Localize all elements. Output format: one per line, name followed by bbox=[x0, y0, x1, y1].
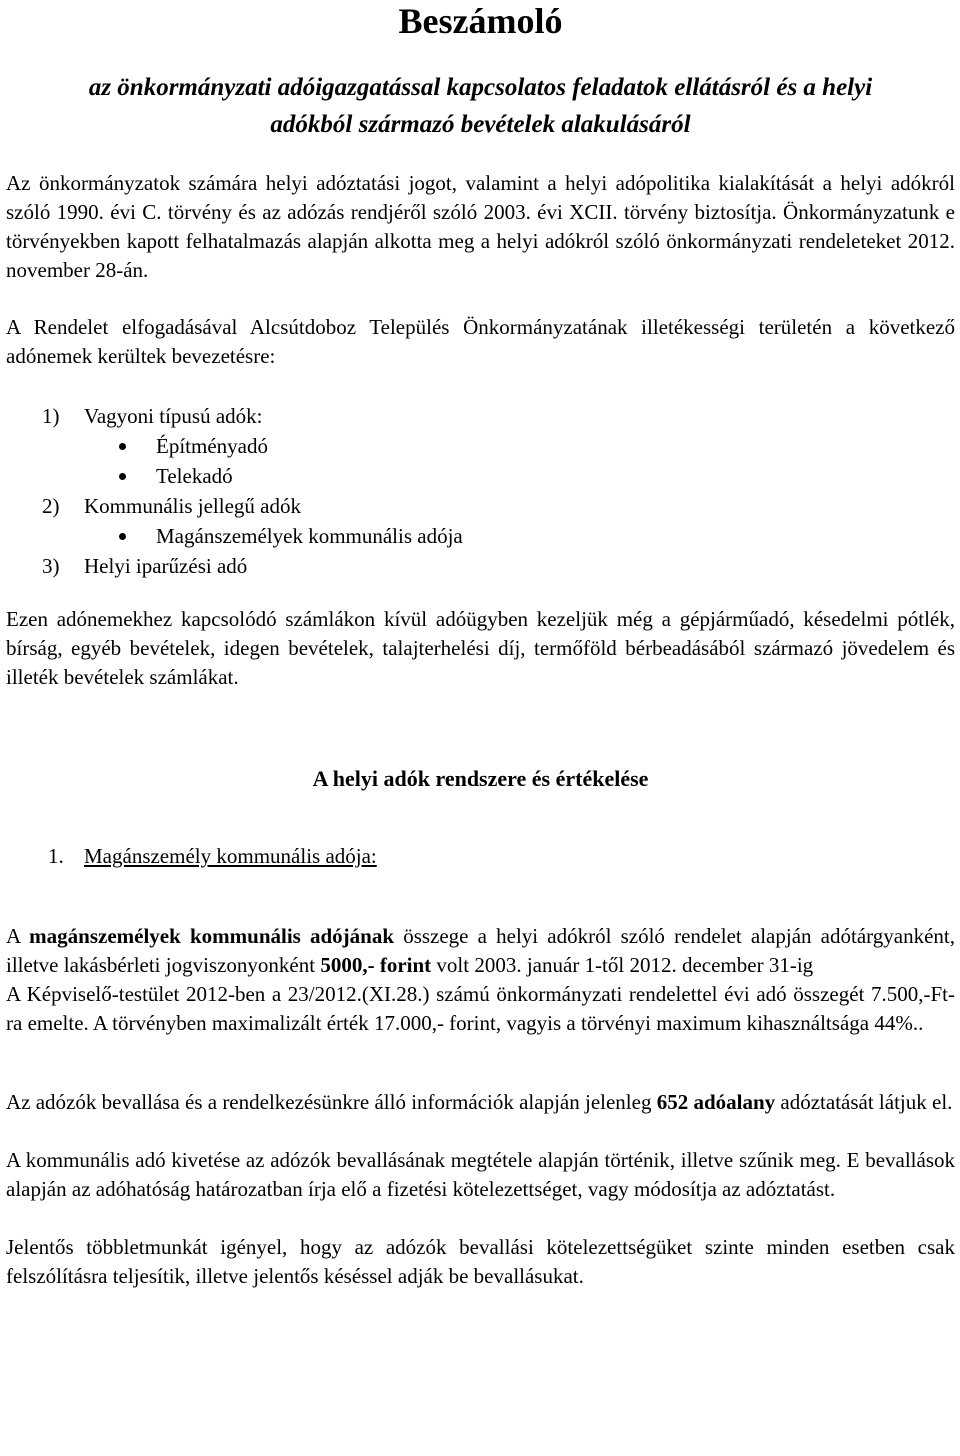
bullet-item bbox=[6, 461, 955, 491]
list-item-label: Helyi iparűzési adó bbox=[84, 554, 248, 578]
taxpayers-paragraph bbox=[6, 1088, 955, 1117]
bold-text: magánszemélyek kommunális adójának bbox=[29, 924, 395, 948]
list-item-label: Kommunális jellegű adók bbox=[84, 494, 301, 518]
other-accounts-paragraph: Ezen adónemekhez kapcsolódó számlákon kívül adóügyben kezeljük még a gépjárműadó, késedelmi pótlék, bírság, egyéb bevételek, idegen bevételek, talajterhelési díj, termőföld bérbeadásából származó jövedelem és illeték bevételek számlákat. bbox=[6, 607, 955, 689]
text-run: volt 2003. január 1-től 2012. december 31-ig bbox=[431, 953, 814, 977]
bold-count: 652 adóalany bbox=[656, 1090, 776, 1114]
sub-heading-number: 1. bbox=[48, 844, 64, 868]
sub-heading-text: Magánszemély kommunális adója: bbox=[84, 844, 377, 868]
list-item-label: Vagyoni típusú adók: bbox=[84, 404, 263, 428]
text-run: összege a helyi adókról szóló rendelet alapján adótárgyanként, illetve lakásbérleti jogviszonyonként bbox=[6, 924, 955, 977]
document-subtitle bbox=[6, 69, 955, 143]
assessment-paragraph: A kommunális adó kivetése az adózók bevallásának megtétele alapján történik, illetve szűnik meg. E bevallások alapján az adóhatóság határozatban írja elő a fizetési kötelezettséget, vagy módosítja az adóztatást. bbox=[6, 1148, 955, 1201]
list-item-number: 3) bbox=[42, 554, 60, 578]
text-run: A bbox=[6, 924, 30, 948]
sub-heading bbox=[6, 842, 955, 871]
text-run: Az adózók bevallása és a rendelkezésünkre álló információk alapján jelenleg bbox=[6, 1090, 657, 1114]
text-run: adóztatását látjuk el. bbox=[775, 1090, 953, 1114]
subtitle-line-1: az önkormányzati adóigazgatással kapcsolatos feladatok ellátásról és a helyi bbox=[88, 74, 873, 101]
bullet-icon bbox=[119, 473, 126, 480]
subtitle-line-2: adókból származó bevételek alakulásáról bbox=[270, 111, 691, 138]
bullet-icon bbox=[119, 443, 126, 450]
bullet-icon bbox=[119, 533, 126, 540]
list-item-number: 2) bbox=[42, 494, 60, 518]
list-item bbox=[6, 551, 955, 581]
bullet-item bbox=[6, 431, 955, 461]
bullet-item-label: Telekadó bbox=[156, 464, 233, 488]
list-item-number: 1) bbox=[42, 404, 60, 428]
council-paragraph: A Képviselő-testület 2012-ben a 23/2012.(XI.28.) számú önkormányzati rendelettel évi adó összegét 7.500,-Ft-ra emelte. A törvényben maximalizált érték 17.000,- forint, vagyis a törvényi maximum kihasználtsága 44%.. bbox=[6, 982, 955, 1035]
tax-type-list bbox=[6, 401, 955, 581]
section-title: A helyi adók rendszere és értékelése bbox=[312, 766, 649, 791]
bullet-item-label: Építményadó bbox=[156, 434, 268, 458]
list-item bbox=[6, 491, 955, 521]
extra-work-paragraph: Jelentős többletmunkát igényel, hogy az adózók bevallási kötelezettségüket szinte minden esetben csak felszólításra teljesítik, illetve jelentős késéssel adják be bevallásukat. bbox=[6, 1235, 955, 1288]
bold-amount: 5000,- forint bbox=[320, 953, 432, 977]
bullet-item-label: Magánszemélyek kommunális adója bbox=[156, 524, 463, 548]
document-title: Beszámoló bbox=[398, 1, 563, 41]
intro-paragraph: Az önkormányzatok számára helyi adóztatási jogot, valamint a helyi adópolitika kialakítását a helyi adókról szóló 1990. évi C. törvény és az adózás rendjéről szóló 2003. évi XCII. törvény biztosítja. Önkormányzatunk e törvényekben kapott felhatalmazás alapján alkotta meg a helyi adókról szóló önkormányzati rendeleteket 2012. november 28-án. bbox=[6, 171, 955, 282]
tax-amount-paragraph bbox=[6, 922, 955, 980]
list-item bbox=[6, 401, 955, 431]
rendelet-paragraph: A Rendelet elfogadásával Alcsútdoboz Település Önkormányzatának illetékességi területén a következő adónemek kerültek bevezetésre: bbox=[6, 315, 955, 368]
bullet-item bbox=[6, 521, 955, 551]
